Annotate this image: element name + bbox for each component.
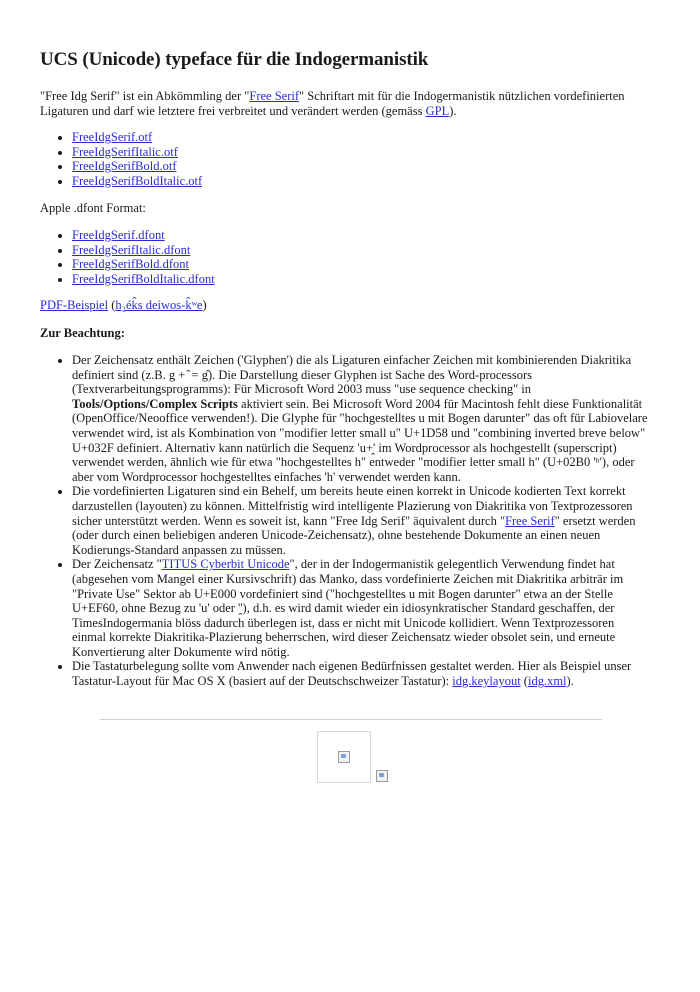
note-4-paren-open: ( xyxy=(520,674,528,689)
list-item xyxy=(72,228,664,243)
list-item xyxy=(72,257,664,272)
page-title: UCS (Unicode) typeface für die Indogermanistik xyxy=(40,49,429,70)
dfont-regular-link[interactable]: FreeIdgSerif.dfont xyxy=(72,228,165,242)
list-item xyxy=(72,243,664,258)
titus-cyberbit-link[interactable]: TITUS Cyberbit Unicode xyxy=(161,557,290,572)
intro-text-2: " Schriftart mit für die Indogermanistik nützlichen vordefinierten Ligaturen und darf wie letztere frei verbreitet und verändert werden (gemäss xyxy=(40,89,625,118)
otf-download-list xyxy=(40,130,664,188)
list-item xyxy=(72,272,664,287)
notes-list xyxy=(40,353,662,689)
otf-bolditalic-link[interactable]: FreeIdgSerifBoldItalic.otf xyxy=(72,173,203,188)
dfont-bold-link[interactable]: FreeIdgSerifBold.dfont xyxy=(72,257,189,272)
otf-regular-link[interactable]: FreeIdgSerif.otf xyxy=(72,130,153,144)
note-1-menu-path: Tools/Options/Complex Scripts xyxy=(72,396,238,411)
free-serif-link-2[interactable]: Free Serif xyxy=(505,513,555,528)
intro-paragraph xyxy=(40,89,664,118)
pdf-sample-text-link[interactable]: h₂ék̂s deiwos-k̂ʷe xyxy=(115,298,203,312)
note-2-text-2: " ersetzt werden (oder durch einen beliebigen anderen Unicode-Zeichensatz), ohne bestehende Dokumente an einen neuen Kodierungs-Standard anpassen zu müssen. xyxy=(72,513,636,557)
divider xyxy=(100,719,602,720)
list-item xyxy=(72,174,664,189)
pdf-paren-close: ) xyxy=(202,298,207,312)
list-item xyxy=(72,145,664,160)
otf-italic-link[interactable]: FreeIdgSerifItalic.otf xyxy=(72,144,178,159)
note-item-ligatures xyxy=(72,353,662,484)
pdf-example-line xyxy=(40,298,207,313)
note-2-text-1: Die vordefinierten Ligaturen sind ein Behelf, um bereits heute einen korrekt in Unicode kodierten Text korrekt darzustellen (layouten) zu können. Mittelfristig wird intelligente Plazierung von Diakritika von Textprozessoren sicher unterstützt werden. Wenn es soweit ist, kann "Free Idg Serif" äquivalent durch " xyxy=(72,484,633,528)
note-item-predefined xyxy=(72,484,662,557)
dfont-bolditalic-link[interactable]: FreeIdgSerifBoldItalic.dfont xyxy=(72,271,215,286)
note-heading: Zur Beachtung: xyxy=(40,326,125,340)
dfont-download-list xyxy=(40,228,664,286)
note-3-text-1: Der Zeichensatz " xyxy=(72,557,162,572)
broken-image-icon[interactable] xyxy=(338,751,350,763)
intro-text-3: ). xyxy=(449,103,457,118)
note-item-keyboard xyxy=(72,659,662,688)
dfont-italic-link[interactable]: FreeIdgSerifItalic.dfont xyxy=(72,242,191,257)
broken-image-icon[interactable] xyxy=(376,770,388,782)
apple-dfont-label: Apple .dfont Format: xyxy=(40,201,146,215)
note-1-text-2: aktiviert sein. Bei Microsoft Word 2004 für Macintosh fehlt diese Funktionalität (OpenOffice/Neooffice verwenden!). Die Glyphe für "hochgestelltes u mit Bogen darunter" das oft für Labiovelare verwendet wird, ist als Kombination von "modifier letter small u" U+1D58 und "combining inverted breve below" U+032F definiert. Alternativ kann natürlich die Sequenz 'u+̯' im Wordprocessor als hochgestellt (superscript) verwendet werden, ähnlich wie für etwa "hochgestelltes h" entweder "modifier letter small h" (U+02B0 'ʰ'), oder aber vom Wordprocessor hochgestelltes einfaches 'h' verwendet werden kann. xyxy=(72,396,648,484)
pdf-example-link[interactable]: PDF-Beispiel xyxy=(40,298,109,312)
note-4-paren-close: ). xyxy=(566,674,574,689)
pdf-paren-open: ( xyxy=(108,298,116,312)
xml-link[interactable]: idg.xml xyxy=(527,674,567,689)
otf-bold-link[interactable]: FreeIdgSerifBold.otf xyxy=(72,159,177,174)
intro-text-1: "Free Idg Serif" ist ein Abkömmling der " xyxy=(40,89,250,103)
free-serif-link[interactable]: Free Serif xyxy=(249,89,300,103)
note-4-text-1: Die Tastaturbelegung sollte vom Anwender nach eigenen Bedürfnissen gestaltet werden. Hier als Beispiel unser Tastatur-Layout für Mac OS X (basiert auf der Deutschschweizer Tastatur): xyxy=(72,659,632,689)
list-item xyxy=(72,159,664,174)
note-1-text-1: Der Zeichensatz enthält Zeichen ('Glyphen') die als Ligaturen einfacher Zeichen mit kombinierenden Diakritika definiert sind (z.B. g + ̑ = g̑). Die Darstellung dieser Glyphen ist Sache des Word-processors (Textverarbeitungsprogramms): Für Microsoft Word 2003 muss "use sequence checking" in xyxy=(72,353,632,397)
gpl-link[interactable]: GPL xyxy=(425,103,450,118)
keylayout-link[interactable]: idg.keylayout xyxy=(452,674,521,689)
note-item-titus xyxy=(72,557,662,659)
list-item xyxy=(72,130,664,145)
note-3-text-2: ", der in der Indogermanistik gelegentlich Verwendung findet hat (abgesehen vom Mangel einer Kursivschrift) das Manko, dass vordefinierte Zeichen mit Diakritika arbiträr im "Private Use" Sektor ab U+E000 vordefiniert sind ("hochgestelltes u mit Bogen darunter" etwa an der Stelle U+EF60, ohne Bezug zu 'u' oder '̯'), d.h. es wird damit wieder ein idiosynkratischer Standard geschaffen, der TimesIndogermania blöss dadurch überlegen ist, dass er nicht mit Unicode kollidiert. Wenn Textprozessoren einmal korrekte Diakritika-Plazierung beherrschen, wird dieser Zeichensatz wieder obsolet sein, und erneute Konvertierung alter Dokumente wird nötig. xyxy=(72,557,624,659)
